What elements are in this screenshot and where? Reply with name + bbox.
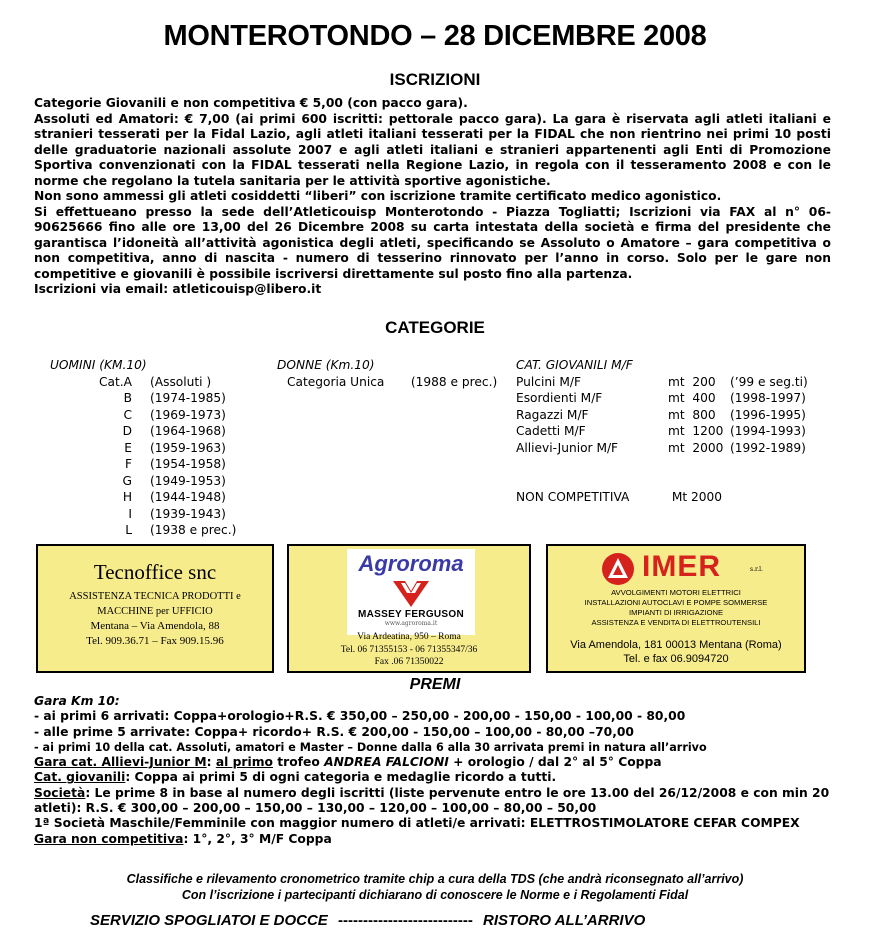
servizio-text: SERVIZIO SPOGLIATOI E DOCCE <box>90 912 328 929</box>
uomini-range: (1949-1953) <box>150 473 226 488</box>
agroroma-wordmark: Agroroma <box>358 551 464 576</box>
uomini-range: (1939-1943) <box>150 506 226 521</box>
premi-allievi-label: Gara cat. Allievi-Junior M <box>34 755 207 770</box>
uomini-row <box>50 374 236 391</box>
premi-allievi-primo: al primo <box>215 755 273 770</box>
iscrizioni-section <box>34 96 831 298</box>
giovanili-distance: mt 1200 <box>668 424 724 438</box>
sponsor-phone: Tel. 909.36.71 – Fax 909.15.96 <box>86 635 224 647</box>
sponsor-line: ASSISTENZA E VENDITA DI ELETTROUTENSILI <box>591 618 761 627</box>
premi-line: - ai primi 10 della cat. Assoluti, amatori e Master – Donne dalla 6 alla 30 arrivata premi in natura all’arrivo <box>34 740 707 754</box>
uomini-category: H <box>122 490 132 504</box>
agroroma-logo <box>347 549 475 635</box>
giovanili-years: (1994-1993) <box>730 424 806 438</box>
uomini-range: (1944-1948) <box>150 490 226 504</box>
iscrizioni-heading: ISCRIZIONI <box>389 70 481 89</box>
footer-services <box>90 912 645 929</box>
uomini-category: I <box>128 506 132 521</box>
giovanili-years: (1992-1989) <box>730 440 806 455</box>
premi-heading: PREMI <box>409 676 461 693</box>
uomini-range: (1974-1985) <box>150 391 226 405</box>
giovanili-list <box>516 374 808 457</box>
premi-gara-km10: Gara Km 10: <box>34 694 120 708</box>
uomini-category: B <box>123 391 132 405</box>
sponsor-agroroma <box>287 544 531 673</box>
sponsor-line: INSTALLAZIONI AUTOCLAVI E POMPE SOMMERSE <box>584 598 768 607</box>
giovanili-years: (1996-1995) <box>730 407 806 422</box>
premi-giovanili-label: Cat. giovanili <box>34 770 126 785</box>
premi-line: - alle prime 5 arrivate: Coppa+ ricordo+ R.S. € 200,00 - 150,00 – 100,00 - 80,00 –70,00 <box>34 724 634 739</box>
sponsor-line: IMPIANTI DI IRRIGAZIONE <box>628 608 724 617</box>
footer-line: Con l’iscrizione i partecipanti dichiarano di conoscere le Norme e i Regolamenti Fidal <box>181 888 689 902</box>
uomini-row <box>50 390 236 407</box>
iscrizioni-paragraph: Assoluti ed Amatori: € 7,00 (ai primi 600 iscritti: pettorale pacco gara). La gara è riservata agli atleti italiani e stranieri tesserati per la Fidal Lazio, agli atleti italiani tesserati per la FIDAL che non rientrino nei primi 10 posti delle graduatorie nazionali assolute 2007 e agli atleti italiani e stranieri appartenenti agli Enti di Promozione Sportiva convenzionati con la FIDAL tesserati nella Regione Lazio, in regola con il tesseramento 2008 e con le norme che regolano la tutela sanitaria per le attività sportive agonistiche. <box>34 111 831 188</box>
giovanili-category: Cadetti M/F <box>516 424 586 438</box>
premi-trophy-name: ANDREA FALCIONI <box>324 755 449 770</box>
uomini-category: D <box>122 424 132 438</box>
sponsor-address: Via Ardeatina, 950 – Roma <box>357 632 461 642</box>
uomini-category: L <box>125 523 132 537</box>
uomini-row <box>50 423 236 440</box>
footer-line: Classifiche e rilevamento cronometrico tramite chip a cura della TDS (che andrà riconsegnato all’arrivo) <box>126 872 744 886</box>
giovanili-column <box>516 357 808 506</box>
dashes-separator: --------------------------- <box>337 912 473 929</box>
premi-noncomp-label: Gara non competitiva <box>34 831 184 846</box>
donne-column <box>277 357 497 390</box>
uomini-category: G <box>122 473 132 488</box>
massey-ferguson-icon <box>391 579 431 609</box>
giovanili-row <box>516 374 808 391</box>
uomini-range: (1938 e prec.) <box>150 523 237 537</box>
donne-range: (1988 e prec.) <box>410 374 498 389</box>
giovanili-row <box>516 390 808 407</box>
uomini-row <box>50 473 236 490</box>
uomini-category: E <box>124 440 132 455</box>
donne-heading: DONNE (Km.10) <box>277 358 375 372</box>
agroroma-web: www.agroroma.it <box>384 620 438 627</box>
premi-section <box>34 694 834 847</box>
sponsor-phone: Tel. 06 71355153 - 06 71355347/36 <box>340 644 478 655</box>
sponsor-fax: Fax .06 71350022 <box>374 657 444 667</box>
sponsor-line: AVVOLGIMENTI MOTORI ELETTRICI <box>611 588 741 597</box>
uomini-category: F <box>124 457 132 471</box>
giovanili-years: (1998-1997) <box>730 391 806 405</box>
agroroma-brand: MASSEY FERGUSON <box>358 609 464 620</box>
imer-wordmark: IMER <box>642 550 721 583</box>
premi-text: : 1°, 2°, 3° M/F Coppa <box>183 831 332 846</box>
premi-text: : Coppa ai primi 5 di ogni categoria e medaglie ricordo a tutti. <box>125 770 557 785</box>
imer-srl: s.r.l. <box>750 566 763 573</box>
giovanili-row <box>516 407 808 424</box>
donne-category: Categoria Unica <box>287 374 385 389</box>
uomini-category: C <box>123 407 132 422</box>
uomini-range: (1969-1973) <box>150 407 226 422</box>
non-competitiva-distance: Mt 2000 <box>671 490 723 504</box>
uomini-column <box>50 357 236 539</box>
premi-text: trofeo <box>272 755 325 770</box>
uomini-list <box>50 374 236 539</box>
uomini-row <box>50 456 236 473</box>
categorie-heading: CATEGORIE <box>385 318 485 337</box>
giovanili-category: Esordienti M/F <box>516 391 603 405</box>
giovanili-distance: mt 200 <box>668 374 716 389</box>
giovanili-row <box>516 423 808 440</box>
page-title: MONTEROTONDO – 28 DICEMBRE 2008 <box>163 20 707 52</box>
sponsor-tecnoffice <box>36 544 274 673</box>
sponsor-address: Via Amendola, 181 00013 Mentana (Roma) <box>570 639 782 651</box>
giovanili-category: Pulcini M/F <box>516 374 581 389</box>
premi-text: : Le prime 8 in base al numero degli iscritti (liste pervenute entro le ore 13.00 del 26/12/2008 e con min 20 atleti): R.S. € 300,00 – 200,00 – 150,00 – 130,00 – 120,00 – 100,00 – 80,00 – 50,00 <box>34 785 830 816</box>
premi-text: + orologio / dal 2° al 5° Coppa <box>448 755 662 770</box>
uomini-category: Cat.A <box>99 374 132 389</box>
giovanili-category: Allievi-Junior M/F <box>516 440 619 455</box>
sponsor-address: Mentana – Via Amendola, 88 <box>90 620 220 632</box>
uomini-row <box>50 407 236 424</box>
premi-societa-prima: 1ª Società Maschile/Femminile con maggior numero di atleti/e arrivati: ELETTROSTIMOLATORE CEFAR COMPEX <box>34 816 800 831</box>
sponsor-line: ASSISTENZA TECNICA PRODOTTI e <box>69 591 241 602</box>
imer-logo <box>600 550 763 586</box>
giovanili-row <box>516 440 808 457</box>
giovanili-category: Ragazzi M/F <box>516 407 589 422</box>
premi-allievi <box>34 755 834 770</box>
iscrizioni-paragraph: Categorie Giovanili e non competitiva € 5,00 (con pacco gara). <box>34 96 468 110</box>
giovanili-heading: CAT. GIOVANILI M/F <box>516 358 633 372</box>
giovanili-distance: mt 400 <box>668 391 716 405</box>
uomini-row <box>50 440 236 457</box>
giovanili-years: (’99 e seg.ti) <box>730 374 808 389</box>
premi-sep: : <box>206 755 216 770</box>
premi-giovanili <box>34 770 834 785</box>
ristoro-text: RISTORO ALL’ARRIVO <box>483 912 646 929</box>
imer-emblem-icon <box>600 552 636 586</box>
uomini-heading: UOMINI (KM.10) <box>50 358 147 372</box>
sponsor-line: MACCHINE per UFFICIO <box>97 606 213 617</box>
premi-societa <box>34 786 834 817</box>
uomini-row <box>50 522 236 539</box>
premi-noncomp <box>34 832 834 847</box>
uomini-range: (1964-1968) <box>150 424 226 438</box>
sponsor-phone: Tel. e fax 06.9094720 <box>623 653 729 665</box>
iscrizioni-email: Iscrizioni via email: atleticouisp@libero.it <box>34 282 322 296</box>
uomini-row <box>50 489 236 506</box>
iscrizioni-paragraph: Non sono ammessi gli atleti cosiddetti “liberi” con iscrizione tramite certificato medico agonistico. <box>34 189 722 203</box>
premi-line: - ai primi 6 arrivati: Coppa+orologio+R.S. € 350,00 – 250,00 - 200,00 - 150,00 - 100,00 - 80,00 <box>34 709 686 724</box>
sponsor-imer <box>546 544 806 673</box>
uomini-range: (Assoluti ) <box>150 374 212 389</box>
premi-societa-label: Società <box>34 785 86 800</box>
uomini-row <box>50 506 236 523</box>
uomini-range: (1959-1963) <box>150 440 226 455</box>
uomini-range: (1954-1958) <box>150 457 226 471</box>
iscrizioni-paragraph: Si effettueano presso la sede dell’Atleticouisp Monterotondo - Piazza Togliatti; Iscrizioni via FAX al n° 06-90625666 fino alle ore 13,00 del 26 Dicembre 2008 su carta intestata della società e firma del presidente che garantisca l’idoneità all’attività agonistica degli atleti, specificando se Assoluto o Amatore – gara competitiva o non competitiva, anno di nascita - numero di tesserino rinnovato per l’anno in corso. Solo per le gare non competitive e giovanili è possibile iscriversi direttamente sul posto fino alla partenza. <box>34 204 831 281</box>
sponsor-name: Tecnoffice snc <box>93 560 217 584</box>
non-competitiva-label: NON COMPETITIVA <box>516 490 630 504</box>
giovanili-distance: mt 2000 <box>668 440 724 455</box>
giovanili-distance: mt 800 <box>668 407 716 422</box>
